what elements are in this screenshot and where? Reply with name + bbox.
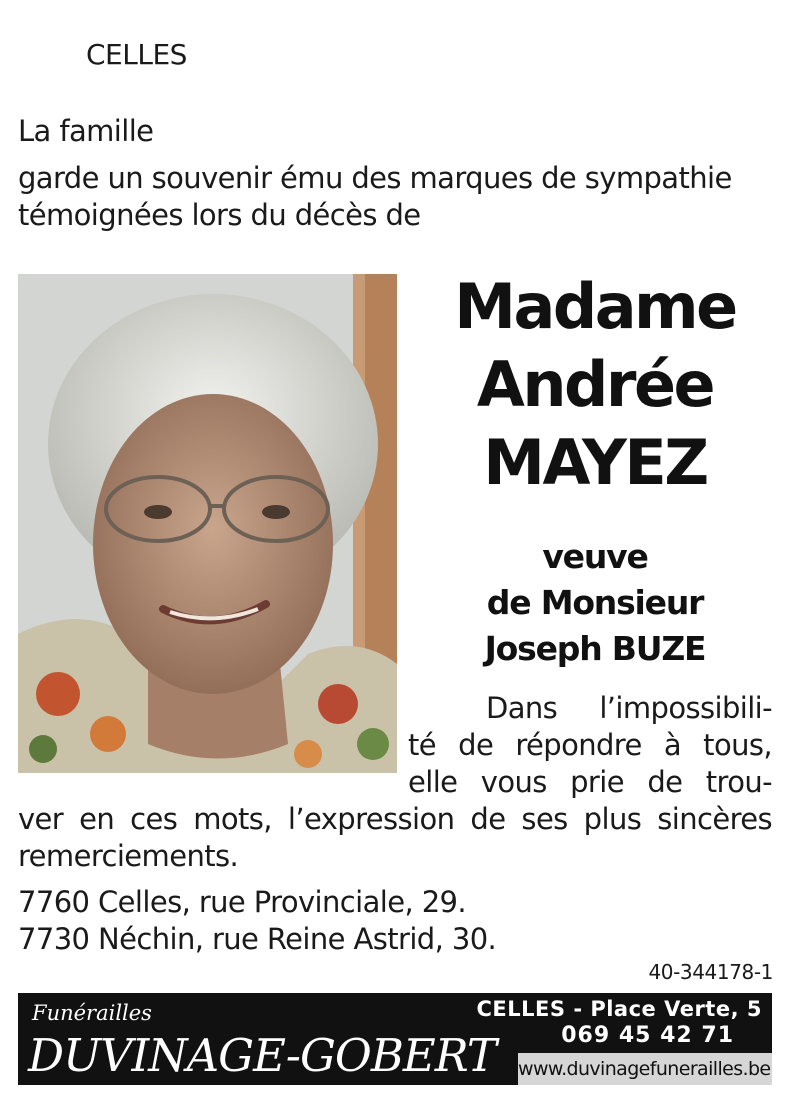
intro-family: La famille bbox=[18, 114, 154, 148]
address-line: 7760 Celles, rue Provinciale, 29. bbox=[18, 885, 467, 919]
message-line: té de répondre à tous, bbox=[408, 728, 772, 762]
funeral-home-website[interactable]: www.duvinagefunerailles.be bbox=[518, 1053, 772, 1085]
message-line: elle vous prie de trou- bbox=[408, 765, 772, 799]
funeral-home-name: DUVINAGE-GOBERT bbox=[28, 1029, 496, 1082]
thanks-message-full bbox=[18, 801, 772, 875]
funeral-home-address: CELLES - Place Verte, 5 bbox=[476, 997, 762, 1021]
widow-line: veuve bbox=[542, 537, 648, 576]
widow-line: de Monsieur bbox=[486, 583, 704, 622]
addresses bbox=[18, 884, 496, 958]
widow-line: Joseph BUZE bbox=[484, 629, 706, 668]
message-line: remerciements. bbox=[18, 839, 239, 873]
funeral-label: Funérailles bbox=[32, 1001, 152, 1025]
widow-of bbox=[418, 534, 772, 672]
deceased-first-name: Andrée bbox=[476, 348, 714, 421]
intro-line: garde un souvenir ému des marques de sympathie bbox=[18, 161, 732, 195]
funeral-home-phone: 069 45 42 71 bbox=[561, 1023, 734, 1048]
address-line: 7730 Néchin, rue Reine Astrid, 30. bbox=[18, 922, 497, 956]
thanks-message-right bbox=[408, 690, 772, 801]
portrait-photo bbox=[18, 274, 397, 773]
intro-line: témoignées lors du décès de bbox=[18, 198, 421, 232]
funeral-home-banner bbox=[18, 993, 772, 1085]
portrait-illustration bbox=[18, 274, 397, 773]
ad-reference: 40-344178-1 bbox=[648, 960, 773, 984]
deceased-name bbox=[418, 268, 772, 502]
message-line: ver en ces mots, l’expression de ses plus sincères bbox=[18, 802, 772, 836]
intro-text bbox=[18, 160, 732, 234]
message-line: Dans l’impossibili- bbox=[486, 691, 772, 725]
deceased-last-name: MAYEZ bbox=[483, 426, 707, 499]
town-heading: CELLES bbox=[86, 38, 187, 71]
deceased-title: Madame bbox=[454, 270, 736, 343]
